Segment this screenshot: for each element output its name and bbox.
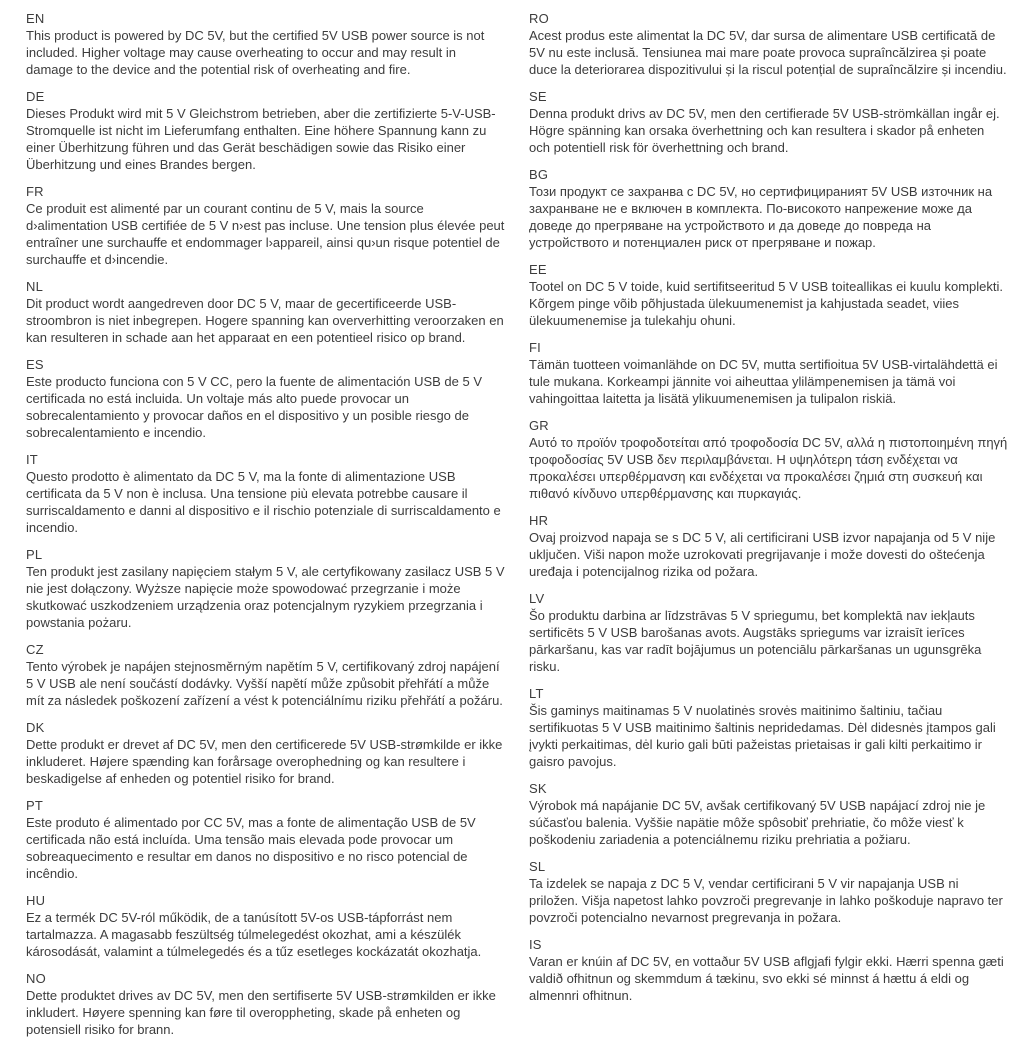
lang-block-pt bbox=[26, 797, 505, 882]
lang-text-dk: Dette produkt er drevet af DC 5V, men den certificerede 5V USB-strømkilde er ikke inkluderet. Højere spænding kan forårsage overophedning og kan resultere i beskadigelse af enheden og potentiel risiko for brand. bbox=[26, 737, 503, 786]
lang-code-fi: FI bbox=[529, 340, 541, 355]
lang-text-is: Varan er knúin af DC 5V, en vottaður 5V USB aflgjafi fylgir ekki. Hærri spenna gæti valdið ofhitnun og skemmdum á tækinu, svo ekki sé minnst á hættu á eldi og almennri ofhitnun. bbox=[529, 954, 1004, 1003]
lang-text-lt: Šis gaminys maitinamas 5 V nuolatinės srovės maitinimo šaltiniu, tačiau sertifikuotas 5 V USB maitinimo šaltinis nepridedamas. Dėl didesnės įtampos gali įvykti perkaitimas, dėl kurio gali būti pažeistas prietaisas ir gali kilti perkaitimo ir gaisro pavojus. bbox=[529, 703, 996, 769]
lang-text-lv: Šo produktu darbina ar līdzstrāvas 5 V spriegumu, bet komplektā nav iekļauts sertificēts 5 V USB barošanas avots. Augstāks spriegums var izraisīt ierīces pārkaršanu, kas var radīt bojājumus un potenciālu pārkaršanas un ugunsgrēka risku. bbox=[529, 608, 982, 674]
lang-code-se: SE bbox=[529, 89, 547, 104]
lang-block-fr bbox=[26, 183, 505, 268]
lang-block-cz bbox=[26, 641, 505, 709]
lang-text-ee: Tootel on DC 5 V toide, kuid sertifitseeritud 5 V USB toiteallikas ei kuulu komplekti. Kõrgem pinge võib põhjustada ülekuumenemist ja kahjustada seadet, viies ülekuumenemise ja tulekahju ohuni. bbox=[529, 279, 1004, 328]
lang-block-pl bbox=[26, 546, 505, 631]
lang-code-hu: HU bbox=[26, 893, 46, 908]
lang-code-lv: LV bbox=[529, 591, 545, 606]
lang-block-lt bbox=[529, 685, 1008, 770]
lang-block-es bbox=[26, 356, 505, 441]
lang-code-bg: BG bbox=[529, 167, 549, 182]
lang-block-it bbox=[26, 451, 505, 536]
lang-block-gr bbox=[529, 417, 1008, 502]
lang-code-sl: SL bbox=[529, 859, 546, 874]
lang-block-hr bbox=[529, 512, 1008, 580]
lang-block-no bbox=[26, 970, 505, 1038]
lang-code-ee: EE bbox=[529, 262, 547, 277]
lang-block-sl bbox=[529, 858, 1008, 926]
lang-block-bg bbox=[529, 166, 1008, 251]
lang-text-no: Dette produktet drives av DC 5V, men den sertifiserte 5V USB-strømkilden er ikke inkludert. Høyere spenning kan føre til overoppheting, skade på enheten og potensiell risiko for brann. bbox=[26, 988, 496, 1037]
lang-text-se: Denna produkt drivs av DC 5V, men den certifierade 5V USB-strömkällan ingår ej. Högre spänning kan orsaka överhettning och kan resultera i skador på enheten och potentiell risk för överhettning och brand. bbox=[529, 106, 1000, 155]
lang-code-it: IT bbox=[26, 452, 38, 467]
lang-code-nl: NL bbox=[26, 279, 44, 294]
lang-text-sl: Ta izdelek se napaja z DC 5 V, vendar certificirani 5 V vir napajanja USB ni priložen. Višja napetost lahko povzroči pregrevanje in lahko poškoduje napravo ter povzroči potencialno nevarnost pregrevanja in požara. bbox=[529, 876, 1003, 925]
lang-block-lv bbox=[529, 590, 1008, 675]
lang-code-gr: GR bbox=[529, 418, 549, 433]
left-column bbox=[26, 10, 505, 1048]
lang-code-de: DE bbox=[26, 89, 45, 104]
lang-block-ee bbox=[529, 261, 1008, 329]
lang-text-bg: Този продукт се захранва с DC 5V, но сертифицираният 5V USB източник на захранване не е включен в комплекта. По-високото напрежение може да доведе до прегряване на устройството и да доведе до повреда на устройството и потенциален риск от прегряване и пожар. bbox=[529, 184, 993, 250]
right-column bbox=[529, 10, 1008, 1048]
lang-text-en: This product is powered by DC 5V, but the certified 5V USB power source is not included. Higher voltage may cause overheating to occur and may result in damage to the device and the potential risk of overheating and fire. bbox=[26, 28, 485, 77]
lang-text-gr: Αυτό το προϊόν τροφοδοτείται από τροφοδοσία DC 5V, αλλά η πιστοποιημένη πηγή τροφοδοσίας 5V USB δεν περιλαμβάνεται. Η υψηλότερη τάση ενδέχεται να προκαλέσει υπερθέρμανση και ενδέχεται να προκαλέσει ζημιά στη συσκευή και πιθανό κίνδυνο υπερθέρμανσης και πυρκαγιάς. bbox=[529, 435, 1008, 501]
lang-code-fr: FR bbox=[26, 184, 44, 199]
lang-text-it: Questo prodotto è alimentato da DC 5 V, ma la fonte di alimentazione USB certificata da 5 V non è inclusa. Una tensione più elevata potrebbe causare il surriscaldamento e danni al dispositivo e il rischio potenziale di surriscaldamento e incendio. bbox=[26, 469, 501, 535]
lang-block-dk bbox=[26, 719, 505, 787]
lang-block-nl bbox=[26, 278, 505, 346]
lang-code-sk: SK bbox=[529, 781, 547, 796]
lang-code-dk: DK bbox=[26, 720, 45, 735]
lang-text-pl: Ten produkt jest zasilany napięciem stałym 5 V, ale certyfikowany zasilacz USB 5 V nie jest dołączony. Wyższe napięcie może spowodować przegrzanie i może skutkować uszkodzeniem urządzenia oraz potencjalnym ryzykiem przegrzania i powstania pożaru. bbox=[26, 564, 505, 630]
lang-text-fr: Ce produit est alimenté par un courant continu de 5 V, mais la source d›alimentation USB certifiée de 5 V n›est pas incluse. Une tension plus élevée peut entraîner une surchauffe et endommager l›appareil, ainsi qu›un risque potentiel de surchauffe et d›incendie. bbox=[26, 201, 505, 267]
lang-block-sk bbox=[529, 780, 1008, 848]
lang-code-en: EN bbox=[26, 11, 45, 26]
lang-text-sk: Výrobok má napájanie DC 5V, avšak certifikovaný 5V USB napájací zdroj nie je súčasťou balenia. Vyššie napätie môže spôsobiť prehriatie, čo môže viesť k poškodeniu zariadenia a potenciálnemu riziku prehriatia a požiaru. bbox=[529, 798, 986, 847]
lang-code-lt: LT bbox=[529, 686, 544, 701]
lang-text-ro: Acest produs este alimentat la DC 5V, dar sursa de alimentare USB certificată de 5V nu este inclusă. Tensiunea mai mare poate provoca supraîncălzirea și poate duce la deteriorarea dispozitivului și la riscul potențial de supraîncălzire și incendiu. bbox=[529, 28, 1007, 77]
lang-text-fi: Tämän tuotteen voimanlähde on DC 5V, mutta sertifioitua 5V USB-virtalähdettä ei tule mukana. Korkeampi jännite voi aiheuttaa ylilämpenemisen ja tämä voi vahingoittaa laitetta ja lisätä ylikuumenemisen ja tulipalon riskiä. bbox=[529, 357, 998, 406]
lang-block-fi bbox=[529, 339, 1008, 407]
lang-code-hr: HR bbox=[529, 513, 549, 528]
lang-code-pl: PL bbox=[26, 547, 43, 562]
lang-code-es: ES bbox=[26, 357, 44, 372]
lang-text-hr: Ovaj proizvod napaja se s DC 5 V, ali certificirani USB izvor napajanja od 5 V nije uključen. Viši napon može uzrokovati pregrijavanje i može dovesti do oštećenja uređaja i potencijalnog rizika od požara. bbox=[529, 530, 996, 579]
lang-text-de: Dieses Produkt wird mit 5 V Gleichstrom betrieben, aber die zertifizierte 5-V-USB-Stromquelle ist nicht im Lieferumfang enthalten. Eine höhere Spannung kann zu einer Überhitzung führen und das Gerät beschädigen sowie das Risiko einer Überhitzung und eines Brandes bergen. bbox=[26, 106, 496, 172]
lang-block-en bbox=[26, 10, 505, 78]
lang-code-pt: PT bbox=[26, 798, 44, 813]
lang-code-is: IS bbox=[529, 937, 542, 952]
lang-code-cz: CZ bbox=[26, 642, 44, 657]
lang-block-de bbox=[26, 88, 505, 173]
lang-text-hu: Ez a termék DC 5V-ról működik, de a tanúsított 5V-os USB-tápforrást nem tartalmazza. A magasabb feszültség túlmelegedést okozhat, ami a készülék károsodását, valamint a túlmelegedés és a tűz esetleges kockázatát okozhatja. bbox=[26, 910, 482, 959]
lang-block-hu bbox=[26, 892, 505, 960]
lang-text-nl: Dit product wordt aangedreven door DC 5 V, maar de gecertificeerde USB-stroombron is niet inbegrepen. Hogere spanning kan oververhitting veroorzaken en kan resulteren in schade aan het apparaat en een potentieel risico op brand. bbox=[26, 296, 504, 345]
lang-code-no: NO bbox=[26, 971, 46, 986]
lang-text-cz: Tento výrobek je napájen stejnosměrným napětím 5 V, certifikovaný zdroj napájení 5 V USB ale není součástí dodávky. Vyšší napětí může způsobit přehřátí a může mít za následek poškození zařízení a vést k potenciálnímu riziku přehřátí a požáru. bbox=[26, 659, 503, 708]
lang-text-pt: Este produto é alimentado por CC 5V, mas a fonte de alimentação USB de 5V certificada não está incluída. Uma tensão mais elevada pode provocar um sobreaquecimento e resultar em danos no dispositivo e no risco potencial de incêndio. bbox=[26, 815, 476, 881]
lang-block-se bbox=[529, 88, 1008, 156]
lang-code-ro: RO bbox=[529, 11, 549, 26]
lang-text-es: Este producto funciona con 5 V CC, pero la fuente de alimentación USB de 5 V certificada no está incluida. Un voltaje más alto puede provocar un sobrecalentamiento y provocar daños en el dispositivo y un posible riesgo de sobrecalentamiento e incendio. bbox=[26, 374, 482, 440]
lang-block-is bbox=[529, 936, 1008, 1004]
lang-block-ro bbox=[529, 10, 1008, 78]
